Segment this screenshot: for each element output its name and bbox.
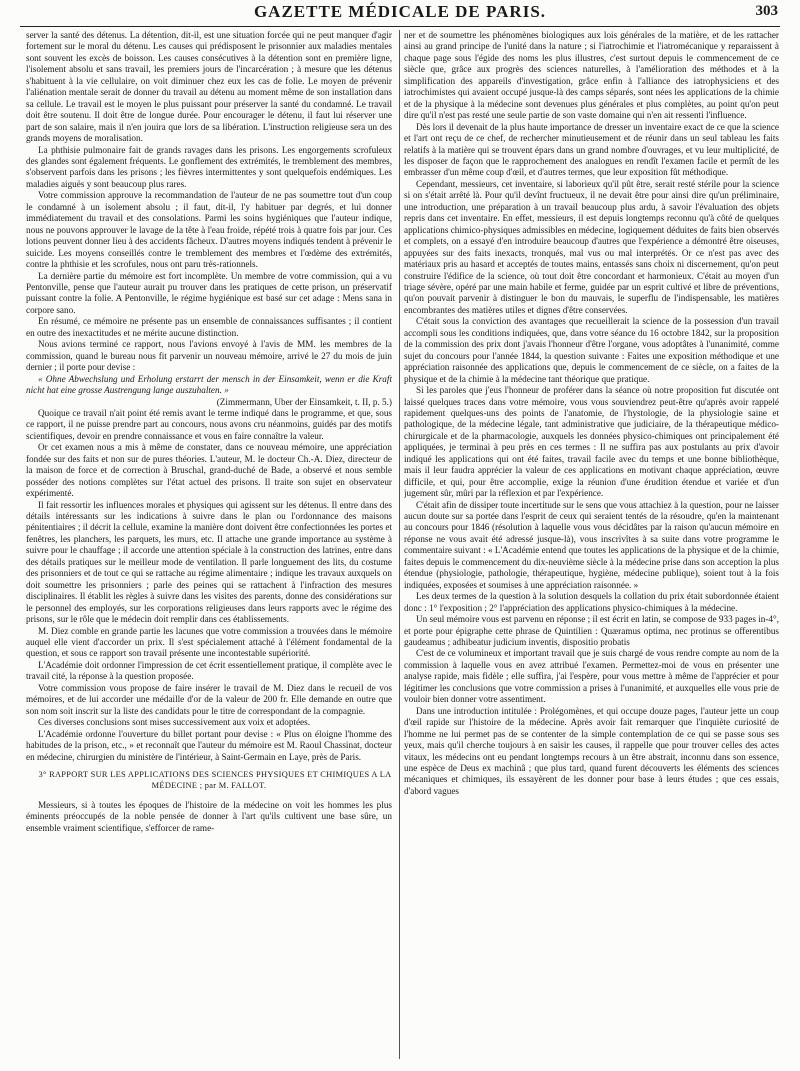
epigraph-quote: « Ohne Abwechslung und Erholung erstarrt der mensch in der Einsamkeit, wenn er die Kraft nicht hat eine grosse Austrengung lange auszuhalten. » xyxy=(26,373,392,396)
paragraph: ner et de soumettre les phénomènes biologiques aux lois générales de la matière, et de les rattacher ainsi au grand principe de l'unité dans la nature ; si l'iatrochimie et l'iatromécanique y reparaissent à chaque page sous l'égide des noms les plus illustres, c'est surtout depuis le commencement de ce siècle que, grâce aux progrès des sciences naturelles, à l'amélioration des méthodes et à la simplification des appareils d'investigation, grâce enfin à l'alliance des iatrophysiciens et des iatrochimistes qui avaient occupé jusque-là des camps séparés, sont nées les applications de la chimie et de la physique à la médecine sont devenues plus générales et plus complètes, au point qu'on peut dire qu'il n'est pas resté une seule partie de son vaste domaine qui n'en ait ressenti l'influence. xyxy=(404,30,779,121)
paragraph: La dernière partie du mémoire est fort incomplète. Un membre de votre commission, qui a vu Pentonville, pense que l'auteur aurait pu trouver dans les pratiques de cette prison, un préservatif puissant contre la folie. A Pentonville, le régime hygiénique est basé sur cet adage : Mens sana in corpore sano. xyxy=(26,270,392,315)
paragraph: C'était sous la conviction des avantages que recueillerait la science de la possession d'un travail accompli sous les conditions indiquées, que, dans votre séance du 16 octobre 1842, sur la proposition de la commission des prix dont j'avais l'honneur d'être l'organe, vous adoptâtes à l'unanimité, comme sujet du concours pour l'année 1844, la question suivante : Faites une exposition méthodique et une appréciation raisonnée des applications que, depuis le commencement de ce siècle, on a faites de la physique et de la chimie à la médecine tant théorique que pratique. xyxy=(404,316,779,384)
paragraph: Si les paroles que j'eus l'honneur de proférer dans la séance où notre proposition fut discutée ont laissé quelques traces dans votre mémoire, vous vous souviendrez peut-être qu'après avoir rappelé rapidement quelques-uns des points de l'anatomie, de l'hystologie, de la physiologie saine et pathologique, de la médecine légale, tant administrative que judiciaire, de la thérapeutique médico-chirurgicale et de la pharmacologie, auxquels les données physico-chimiques ont principalement été appliquées, je terminai à peu près en ces termes : Il ne suffira pas aux postulants au prix d'avoir indiqué les applications qui ont été faites, travail facile avec du temps et une bonne bibliothèque, mais il leur faudra apprécier la valeur de ces applications en motivant chaque appréciation, œuvre difficile, et qui, pour être accomplie, exige la réunion d'une érudition étendue et variée et d'un jugement sûr, mûri par la réflexion et par l'expérience. xyxy=(404,385,779,499)
paragraph: Nous avions terminé ce rapport, nous l'avions envoyé à l'avis de MM. les membres de la commission, quand le bureau nous fit parvenir un nouveau mémoire, arrivé le 27 du mois de juin dernier ; il porte pour devise : xyxy=(26,339,392,373)
header-rule xyxy=(20,26,780,27)
paragraph: Or cet examen nous a mis à même de constater, dans ce nouveau mémoire, une appréciation fondée sur des faits et non sur de pures théories. L'auteur, M. le docteur Ch.-A. Diez, directeur de la maison de force et de correction à Bruschal, grand-duché de Bade, a observé et nous semble posséder des notions complètes sur l'état actuel des prisons. Il traite son sujet en observateur expérimenté. xyxy=(26,442,392,499)
paragraph: Il fait ressortir les influences morales et physiques qui agissent sur les détenus. Il entre dans des détails intéressants sur les indications à suivre dans le plan ou l'ordonnance des maisons pénitentiaires ; il décrit la cellule, examine la manière dont doivent être confectionnées les portes et fenêtres, les planchers, les parquets, les murs, etc. Il attache une grande importance au système à suivre pour le chauffage ; il accorde une attention spéciale à la construction des latrines, entre dans des détails pratiques sur le meilleur mode de ventilation. Il parle longuement des lits, du costume des prisonniers et de tout ce qui se rattache au régime alimentaire ; indique les travaux auxquels on doit soumettre les prisonniers ; parle des peines qui se rattachent à l'infraction des mesures disciplinaires. Il établit les règles à suivre dans les visites des parents, donne des considérations sur le personnel des employés, sur les corporations religieuses dans leurs rapports avec le régime des prisons, sur le rôle que le médecin doit remplir dans ces établissements. xyxy=(26,499,392,625)
paragraph: Votre commission approuve la recommandation de l'auteur de ne pas soumettre tout d'un coup le condamné à un isolement absolu ; il faut, dit-il, l'y habituer par degrés, et lui donner immédiatement du travail et des consolations. Parmi les soins hygiéniques que l'auteur indique, nous ne pouvons approuver le lavage de la tête à l'eau froide, répété trois à quatre fois par jour. Ces lotions peuvent donner lieu à des accidents fâcheux. D'autres moyens indiqués tendent à prévenir le suicide. Les moyens conseillés contre le tremblement des membres et l'œdème des extrémités, contre la phthisie et les scrofules, nous ont paru très-rationnels. xyxy=(26,190,392,270)
epigraph-citation: (Zimmermann, Uber der Einsamkeit, t. II, p. 5.) xyxy=(216,396,392,407)
page-header xyxy=(20,2,780,26)
left-column xyxy=(26,30,392,1060)
section-heading: 3° RAPPORT SUR LES APPLICATIONS DES SCIENCES PHYSIQUES ET CHIMIQUES A LA MÉDECINE ; par M. FALLOT. xyxy=(38,770,392,791)
paragraph: server la santé des détenus. La détention, dit-il, est une situation forcée qui ne peut manquer d'agir fortement sur le moral du détenu. Les causes qui prédisposent le prisonnier aux maladies mentales sont souvent les excès de boisson. Les causes consécutives à la détention sont en première ligne, l'isolement absolu et sans travail, les premiers jours de l'incarcération ; à mesure que les détenus s'habituent à la vie cellulaire, on voit diminuer chez eux les cas de folie. Le moyen de prévenir l'aliénation mentale serait de donner du travail au détenu au moment même de son installation dans sa cellule. Le travail est le moyen le plus puissant pour préserver la santé du condamné. Le travail doit être soutenu. Il doit être de longue durée. Pour encourager le détenu, il faut lui réserver une part de son salaire, mais il n'en jouira que lors de sa libération. L'instruction religieuse sera un des grands moyens de moralisation. xyxy=(26,30,392,144)
paragraph: Les deux termes de la question à la solution desquels la collation du prix était subordonnée étaient donc : 1° l'exposition ; 2° l'appréciation des applications physico-chimiques à la médecine. xyxy=(404,591,779,613)
paragraph: En résumé, ce mémoire ne présente pas un ensemble de connaissances suffisantes ; il contient en outre des inexactitudes et ne mérite aucune distinction. xyxy=(26,316,392,338)
page-number: 303 xyxy=(755,3,778,19)
paragraph: M. Diez comble en grande partie les lacunes que votre commission a trouvées dans le mémoire auquel elle vient d'accorder un prix. Il s'est spécialement attaché à l'élément fondamental de la question, et sous ce rapport son travail présente une incontestable supériorité. xyxy=(26,625,392,659)
paragraph: Ces diverses conclusions sont mises successivement aux voix et adoptées. xyxy=(38,717,311,728)
paragraph: L'Académie doit ordonner l'impression de cet écrit essentiellement pratique, il complète avec le travail cité, la réponse à la question proposée. xyxy=(26,659,392,682)
column-divider xyxy=(399,30,400,1059)
paragraph: C'est de ce volumineux et important travail que je suis chargé de vous rendre compte au nom de la commission à laquelle vous en avez attribué l'examen. Permettez-moi de vous en présenter une analyse rapide, mais fidèle ; elle suffira, j'ai l'espère, pour vous mettre à même de l'apprécier et pour légitimer les conclusions que votre commission a prises à l'unanimité, et auxquelles elle vous prie de vouloir bien donner votre assentiment. xyxy=(404,648,779,705)
paragraph: Dans une introduction intitulée : Prolégomènes, et qui occupe douze pages, l'auteur jette un coup d'œil rapide sur l'histoire de la médecine. Après avoir fait remarquer que l'inquiète curiosité de l'homme ne lui permet pas de se contenter de la simple contemplation de ce qui se passe sous ses yeux, mais qu'il cherche toujours à en saisir les causes, il rappelle que pour trouver celles des actes vitaux, les médecins ont eu pendant longtemps recours à un être abstrait, inconnu dans son essence, une espèce de Deus ex machinâ ; que plus tard, quand furent découverts les éléments des sciences mécaniques et chimiques, ils essayèrent de les donner pour base à leurs études ; que ces essais, d'abord vagues xyxy=(404,705,779,796)
right-column xyxy=(404,30,779,1060)
paragraph: C'était afin de dissiper toute incertitude sur le sens que vous attachiez à la question, pour ne laisser aucun doute sur sa portée dans l'esprit de ceux qui seraient tentés de la résoudre, qu'en la maintenant au concours pour 1846 (résolution à laquelle vous vous décidâtes par la raison qu'aucun mémoire en réponse ne vous avait été adressé jusque-là), vous inscrivîtes à sa suite dans votre programme le commentaire suivant : « L'Académie entend que toutes les applications de la physique et de la chimie, faites depuis le commencement du dix-neuvième siècle à la médecine prise dans son acception la plus étendue (physiologie, pathologie, thérapeutique, hygiène, médecine publique), soient tout à la fois indiquées, exposées et soumises à une appréciation raisonnée. » xyxy=(404,499,779,590)
paragraph: Quoique ce travail n'ait point été remis avant le terme indiqué dans le programme, et que, sous ce rapport, il ne puisse prendre part au concours, nous avons cru néanmoins, guidés par des motifs scientifiques, devoir en prendre connaissance et vous en faire connaître la valeur. xyxy=(26,407,392,441)
paragraph: Cependant, messieurs, cet inventaire, si laborieux qu'il pût être, serait resté stérile pour la science si on s'était arrêté là. Pour qu'il devînt fructueux, il ne devait être pour ainsi dire qu'un préliminaire, une introduction, une préparation à un travail beaucoup plus ardu, à savoir l'évaluation des objets repris dans cet inventaire. En effet, messieurs, il est depuis longtemps reconnu qu'à côté de quelques applications chimico-physiques admissibles en médecine, logiquement déduites de faits bien observés et complets, on a essayé d'en introduire beaucoup d'autres que l'expérience a démontré être oiseuses, appuyées sur des faits inexacts, tronqués, mal vus ou mal interprétés. Or ce n'est pas avec des matériaux pris au hasard et acceptés de toutes mains, entassés sans choix ni discernement, qu'on peut construire l'édifice de la science, où tout doit être concordant et harmonieux. C'était au moyen d'un triage sévère, opéré par une main habile et ferme, guidée par un esprit cultivé et libre de préventions, qu'on pouvait parvenir à distinguer le bon du mauvais, le superflu de l'indispensable, les matières encombrantes des matières utiles et dignes d'être conservées. xyxy=(404,178,779,315)
paragraph: Messieurs, si à toutes les époques de l'histoire de la médecine on voit les hommes les plus éminents préoccupés de la noble pensée de donner à l'art qu'ils cultivent une base sûre, un ensemble vraiment scientifique, s'efforcer de rame- xyxy=(26,799,392,833)
paragraph: Dès lors il devenait de la plus haute importance de dresser un inventaire exact de ce que la science et l'art ont reçu de ce chef, de rechercher minutieusement et de réunir dans un seul tableau les faits relatifs à la matière qui se trouvent épars dans un grand nombre d'ouvrages, et vu leur multiplicité, de les disposer de façon que le rapprochement des analogues en rendît l'examen facile et permît de les embrasser d'un même coup d'œil, et d'autres termes, que leur exposition fût méthodique. xyxy=(404,121,779,178)
paragraph: La phthisie pulmonaire fait de grands ravages dans les prisons. Les engorgements scrofuleux des glandes sont également fréquents. Le gonflement des extrémités, le tremblement des membres, s'observent parfois dans les prisons ; les fièvres intermittentes y sont quelquefois endémiques. Les maladies aiguës y sont beaucoup plus rares. xyxy=(26,144,392,189)
journal-title: GAZETTE MÉDICALE DE PARIS. xyxy=(253,2,547,21)
paragraph: L'Académie ordonne l'ouverture du billet portant pour devise : « Plus on éloigne l'homme des habitudes de la prison, etc., » et reconnaît que l'auteur du mémoire est M. Raoul Chassinat, docteur en médecine, chirurgien du ministère de l'intérieur, à Saint-Germain en Laye, près de Paris. xyxy=(26,728,392,762)
paragraph: Votre commission vous propose de faire insérer le travail de M. Diez dans le recueil de vos mémoires, et de lui accorder une médaille d'or de la valeur de 200 fr. Elle demande en outre que son nom soit inscrit sur la liste des candidats pour le titre de correspondant de la compagnie. xyxy=(26,682,392,716)
paragraph: Un seul mémoire vous est parvenu en réponse ; il est écrit en latin, se compose de 933 pages in-4°, et porte pour épigraphe cette phrase de Quintilien : Quæramus optima, nec protinus se offerentibus gaudeamus ; adhibeatur judicium inventis, dispositio probatis xyxy=(404,614,779,648)
